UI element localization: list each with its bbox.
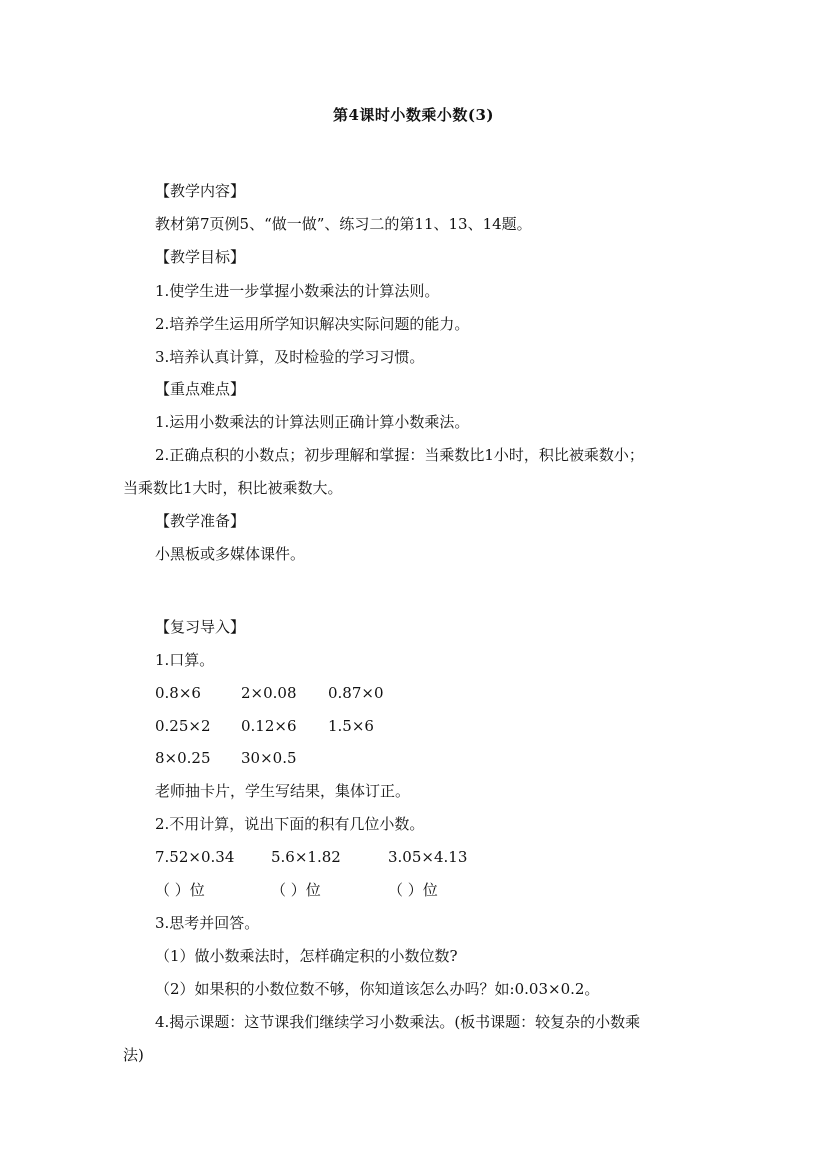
review-item-1: 1.口算。 <box>155 651 215 669</box>
key-heading: 【重点难点】 <box>155 380 246 398</box>
oral-calc: 1.5×6 <box>328 717 374 735</box>
review-item-4-continued: 法) <box>123 1046 144 1064</box>
page-title: 第4课时小数乘小数(3) <box>332 106 495 124</box>
answer-blank: （ ）位 <box>388 881 438 899</box>
review-heading: 【复习导入】 <box>155 618 246 636</box>
oral-calc: 0.87×0 <box>328 684 384 702</box>
content-text: 教材第7页例5、“做一做”、练习二的第11、13、14题。 <box>155 215 532 233</box>
review-item-2: 2.不用计算，说出下面的积有几位小数。 <box>155 815 425 833</box>
goal-item-1: 1.使学生进一步掌握小数乘法的计算法则。 <box>155 282 440 300</box>
prep-heading: 【教学准备】 <box>155 512 246 530</box>
product-expression: 7.52×0.34 <box>155 848 235 866</box>
oral-calc: 8×0.25 <box>155 749 211 767</box>
key-point-1: 1.运用小数乘法的计算法则正确计算小数乘法。 <box>155 413 470 431</box>
answer-blank: （ ）位 <box>271 881 321 899</box>
oral-calc: 2×0.08 <box>241 684 297 702</box>
product-expression: 5.6×1.82 <box>271 848 341 866</box>
question-1: （1）做小数乘法时，怎样确定积的小数位数? <box>155 947 458 965</box>
goal-item-3: 3.培养认真计算，及时检验的学习习惯。 <box>155 348 425 366</box>
key-point-2-continued: 当乘数比1大时，积比被乘数大。 <box>123 479 343 497</box>
oral-calc: 0.8×6 <box>155 684 201 702</box>
review-item-4: 4.揭示课题：这节课我们继续学习小数乘法。(板书课题：较复杂的小数乘 <box>155 1013 641 1031</box>
product-expression: 3.05×4.13 <box>388 848 468 866</box>
answer-blank: （ ）位 <box>155 881 205 899</box>
review-item-3: 3.思考并回答。 <box>155 914 260 932</box>
question-2: （2）如果积的小数位数不够，你知道该怎么办吗？如:0.03×0.2。 <box>155 980 600 998</box>
goals-heading: 【教学目标】 <box>155 248 246 266</box>
key-point-2: 2.正确点积的小数点；初步理解和掌握：当乘数比1小时，积比被乘数小； <box>155 446 644 464</box>
oral-calc: 30×0.5 <box>241 749 297 767</box>
oral-calc: 0.25×2 <box>155 717 211 735</box>
oral-calc: 0.12×6 <box>241 717 297 735</box>
oral-note: 老师抽卡片，学生写结果，集体订正。 <box>155 782 411 800</box>
goal-item-2: 2.培养学生运用所学知识解决实际问题的能力。 <box>155 315 470 333</box>
prep-text: 小黑板或多媒体课件。 <box>155 545 306 563</box>
content-heading: 【教学内容】 <box>155 182 246 200</box>
